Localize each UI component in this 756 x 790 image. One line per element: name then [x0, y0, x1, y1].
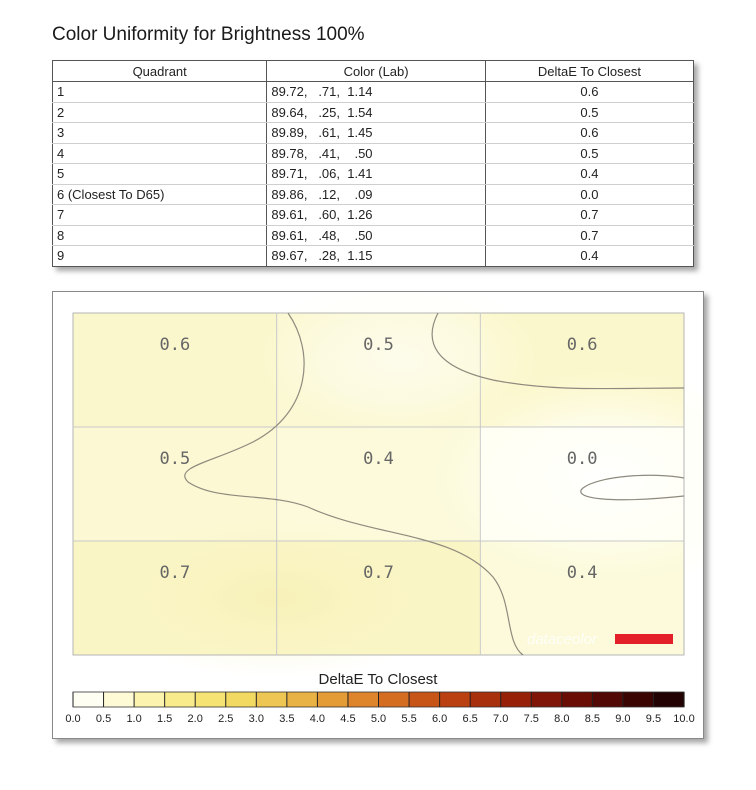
colorbar-segment [134, 692, 165, 707]
cell-color-lab: 89.71, .06, 1.41 [267, 164, 485, 185]
colorbar-segment [409, 692, 440, 707]
table-row [53, 205, 694, 226]
heatmap-cell-label: 0.4 [566, 563, 598, 583]
watermark-red-bar [615, 634, 673, 644]
table-row [53, 123, 694, 144]
header-deltae: DeltaE To Closest [485, 61, 693, 82]
colorbar-tick-label: 3.5 [279, 713, 295, 725]
colorbar-segment [165, 692, 196, 707]
colorbar-segment [73, 692, 104, 707]
colorbar-segment [531, 692, 562, 707]
colorbar-tick-label: 6.5 [462, 713, 478, 725]
heatmap-cell-label: 0.7 [159, 563, 191, 583]
watermark-text: dataceolor [527, 631, 598, 648]
header-color-lab: Color (Lab) [267, 61, 485, 82]
cell-quadrant: 9 [53, 246, 267, 267]
cell-deltae: 0.5 [485, 102, 693, 123]
cell-deltae: 0.6 [485, 123, 693, 144]
cell-deltae: 0.6 [485, 82, 693, 103]
table-row [53, 225, 694, 246]
heatmap-cell-label: 0.5 [159, 449, 191, 469]
table-row [53, 164, 694, 185]
heatmap-cell [73, 313, 277, 428]
colorbar-title: DeltaE To Closest [318, 671, 438, 688]
table-header-row [53, 61, 694, 82]
colorbar-segment [104, 692, 135, 707]
cell-color-lab: 89.64, .25, 1.54 [267, 102, 485, 123]
cell-quadrant: 1 [53, 82, 267, 103]
heatmap-cell-label: 0.6 [159, 335, 191, 355]
colorbar-tick-label: 0.0 [65, 713, 81, 725]
uniformity-table-container [52, 60, 694, 267]
colorbar-tick-label: 7.5 [523, 713, 539, 725]
uniformity-heatmap-chart [53, 292, 703, 738]
colorbar-tick-label: 9.5 [645, 713, 662, 725]
cell-quadrant: 2 [53, 102, 267, 123]
colorbar [65, 692, 694, 725]
cell-quadrant: 8 [53, 225, 267, 246]
heatmap-cell-label: 0.7 [363, 563, 394, 583]
colorbar-tick-label: 0.5 [95, 713, 112, 725]
cell-quadrant: 5 [53, 164, 267, 185]
cell-color-lab: 89.78, .41, .50 [267, 143, 485, 164]
colorbar-tick-label: 8.0 [554, 713, 570, 725]
colorbar-segment [348, 692, 379, 707]
cell-quadrant: 7 [53, 205, 267, 226]
heatmap-cell-label: 0.5 [363, 335, 394, 355]
table-row [53, 102, 694, 123]
colorbar-tick-label: 5.5 [401, 713, 417, 725]
cell-quadrant: 3 [53, 123, 267, 144]
uniformity-chart-frame [52, 291, 704, 739]
table-body [53, 82, 694, 267]
table-row [53, 246, 694, 267]
cell-color-lab: 89.67, .28, 1.15 [267, 246, 485, 267]
colorbar-tick-label: 10.0 [673, 713, 695, 725]
colorbar-tick-label: 1.0 [126, 713, 142, 725]
colorbar-segment [256, 692, 287, 707]
colorbar-tick-label: 4.0 [309, 713, 326, 725]
cell-deltae: 0.5 [485, 143, 693, 164]
cell-deltae: 0.7 [485, 205, 693, 226]
colorbar-segment [440, 692, 471, 707]
colorbar-tick-label: 3.0 [248, 713, 264, 725]
colorbar-tick-label: 1.5 [157, 713, 173, 725]
colorbar-segment [653, 692, 684, 707]
colorbar-segment [379, 692, 410, 707]
cell-color-lab: 89.72, .71, 1.14 [267, 82, 485, 103]
header-quadrant: Quadrant [53, 61, 267, 82]
page-title: Color Uniformity for Brightness 100% [52, 24, 365, 45]
cell-color-lab: 89.61, .60, 1.26 [267, 205, 485, 226]
heatmap-cell-label: 0.6 [566, 335, 598, 355]
colorbar-segment [592, 692, 623, 707]
colorbar-segment [623, 692, 654, 707]
colorbar-tick-label: 2.0 [187, 713, 203, 725]
colorbar-segment [501, 692, 532, 707]
colorbar-segment [195, 692, 226, 707]
cell-deltae: 0.7 [485, 225, 693, 246]
colorbar-segment [317, 692, 348, 707]
colorbar-segment [470, 692, 501, 707]
colorbar-tick-label: 9.0 [615, 713, 631, 725]
table-row [53, 184, 694, 205]
cell-color-lab: 89.86, .12, .09 [267, 184, 485, 205]
uniformity-table [52, 60, 694, 267]
cell-deltae: 0.4 [485, 246, 693, 267]
table-row [53, 143, 694, 164]
colorbar-tick-label: 4.5 [340, 713, 356, 725]
heatmap-cell-label: 0.0 [566, 449, 598, 469]
table-row [53, 82, 694, 103]
cell-color-lab: 89.61, .48, .50 [267, 225, 485, 246]
colorbar-tick-label: 5.0 [370, 713, 387, 725]
colorbar-tick-label: 7.0 [493, 713, 509, 725]
colorbar-segment [226, 692, 257, 707]
cell-quadrant: 6 (Closest To D65) [53, 184, 267, 205]
heatmap-cell-label: 0.4 [363, 449, 394, 469]
cell-quadrant: 4 [53, 143, 267, 164]
colorbar-tick-label: 2.5 [218, 713, 234, 725]
colorbar-segment [287, 692, 318, 707]
cell-color-lab: 89.89, .61, 1.45 [267, 123, 485, 144]
cell-deltae: 0.4 [485, 164, 693, 185]
colorbar-tick-label: 6.0 [431, 713, 448, 725]
cell-deltae: 0.0 [485, 184, 693, 205]
colorbar-tick-label: 8.5 [584, 713, 600, 725]
colorbar-segment [562, 692, 593, 707]
